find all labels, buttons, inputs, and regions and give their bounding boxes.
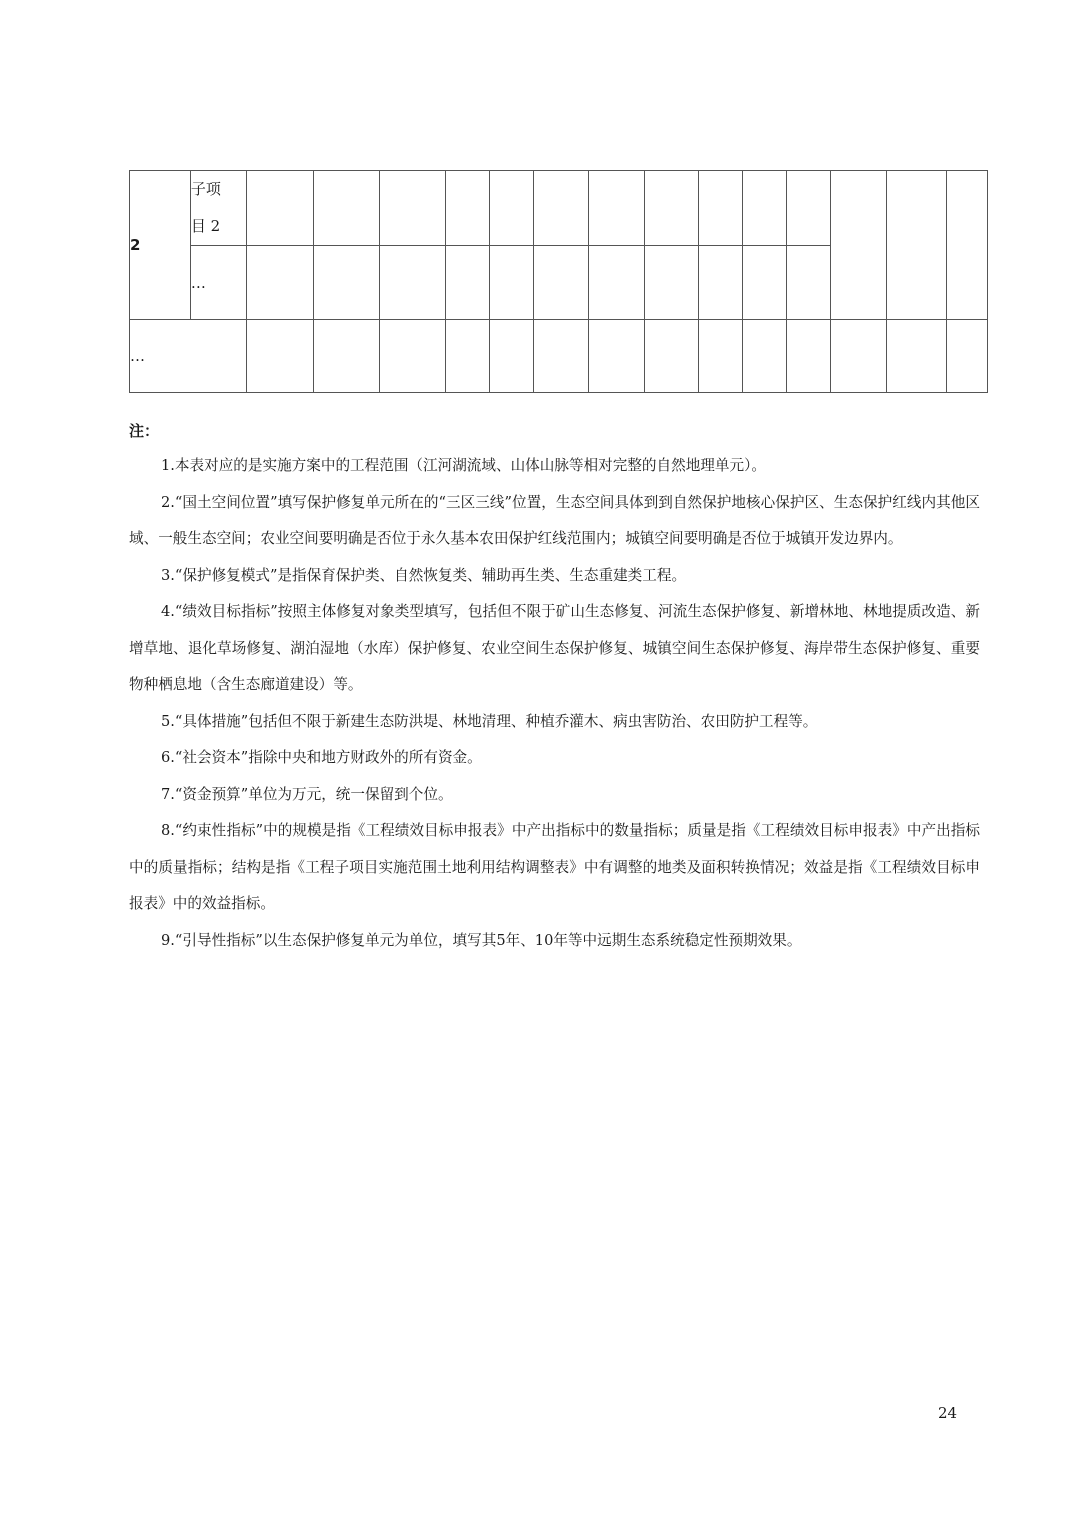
table-cell <box>644 320 699 393</box>
table-cell <box>379 246 445 320</box>
notes-title: 注： <box>129 422 160 440</box>
subproject-label-line1: 子项 <box>190 180 221 198</box>
table-cell <box>887 320 947 393</box>
table-cell <box>534 320 589 393</box>
table-cell <box>699 246 743 320</box>
table-cell <box>588 320 644 393</box>
table-cell <box>446 246 490 320</box>
table-cell <box>787 320 831 393</box>
table-cell <box>831 320 887 393</box>
note-item: 4.“绩效目标指标”按照主体修复对象类型填写，包括但不限于矿山生态修复、河流生态保护修复、新增林地、林地提质改造、新增草地、退化草场修复、湖泊湿地（水库）保护修复、农业空间生态保护修复、城镇空间生态保护修复、海岸带生态保护修复、重要物种栖息地（含生态廊道建设）等。 <box>129 603 980 693</box>
table-cell <box>787 171 831 246</box>
table-cell <box>246 320 313 393</box>
table-cell <box>699 171 743 246</box>
table-cell <box>313 246 379 320</box>
table-cell <box>699 320 743 393</box>
table-cell <box>644 246 699 320</box>
notes-list <box>129 448 980 959</box>
table-cell <box>534 171 589 246</box>
subproject-ellipsis-cell: … <box>190 246 246 320</box>
table-cell <box>446 171 490 246</box>
table-cell <box>588 246 644 320</box>
table-cell <box>446 320 490 393</box>
table-row <box>130 171 988 246</box>
table-cell <box>534 246 589 320</box>
table-cell <box>490 320 534 393</box>
table-cell <box>588 171 644 246</box>
table-cell <box>379 320 445 393</box>
project-table <box>129 170 988 393</box>
table-cell <box>379 171 445 246</box>
table-row <box>130 320 988 393</box>
note-item: 3.“保护修复模式”是指保育保护类、自然恢复类、辅助再生类、生态重建类工程。 <box>161 566 687 584</box>
table-cell <box>490 246 534 320</box>
table-cell <box>743 246 787 320</box>
table-cell-merged <box>831 171 887 320</box>
table-cell <box>644 171 699 246</box>
note-item: 8.“约束性指标”中的规模是指《工程绩效目标申报表》中产出指标中的数量指标；质量是指《工程绩效目标申报表》中产出指标中的质量指标；结构是指《工程子项目实施范围土地利用结构调整表》中有调整的地类及面积转换情况；效益是指《工程绩效目标申报表》中的效益指标。 <box>129 822 980 912</box>
subproject-label-line2: 目 2 <box>190 217 221 235</box>
table-cell <box>743 171 787 246</box>
note-item: 1.本表对应的是实施方案中的工程范围（江河湖流域、山体山脉等相对完整的自然地理单元）。 <box>161 457 766 474</box>
table-cell-merged <box>887 171 947 320</box>
note-item: 2.“国土空间位置”填写保护修复单元所在的“三区三线”位置，生态空间具体到到自然保护地核心保护区、生态保护红线内其他区域、一般生态空间；农业空间要明确是否位于永久基本农田保护红线范围内；城镇空间要明确是否位于城镇开发边界内。 <box>129 493 980 547</box>
row-number-cell: 2 <box>130 171 191 320</box>
table-cell <box>313 320 379 393</box>
row-ellipsis-cell: … <box>130 320 247 393</box>
note-item: 7.“资金预算”单位为万元，统一保留到个位。 <box>161 785 453 803</box>
table-cell <box>946 320 987 393</box>
table-cell-merged <box>946 171 987 320</box>
table-cell <box>246 246 313 320</box>
table-cell <box>787 246 831 320</box>
table-cell <box>490 171 534 246</box>
subproject-cell <box>190 171 246 246</box>
table-cell <box>743 320 787 393</box>
page-number: 24 <box>938 1404 958 1422</box>
note-item: 9.“引导性指标”以生态保护修复单元为单位，填写其5年、10年等中远期生态系统稳定性预期效果。 <box>161 931 802 949</box>
note-item: 6.“社会资本”指除中央和地方财政外的所有资金。 <box>161 749 482 766</box>
table-cell <box>313 171 379 246</box>
note-item: 5.“具体措施”包括但不限于新建生态防洪堤、林地清理、种植乔灌木、病虫害防治、农田防护工程等。 <box>161 712 818 730</box>
table-cell <box>246 171 313 246</box>
